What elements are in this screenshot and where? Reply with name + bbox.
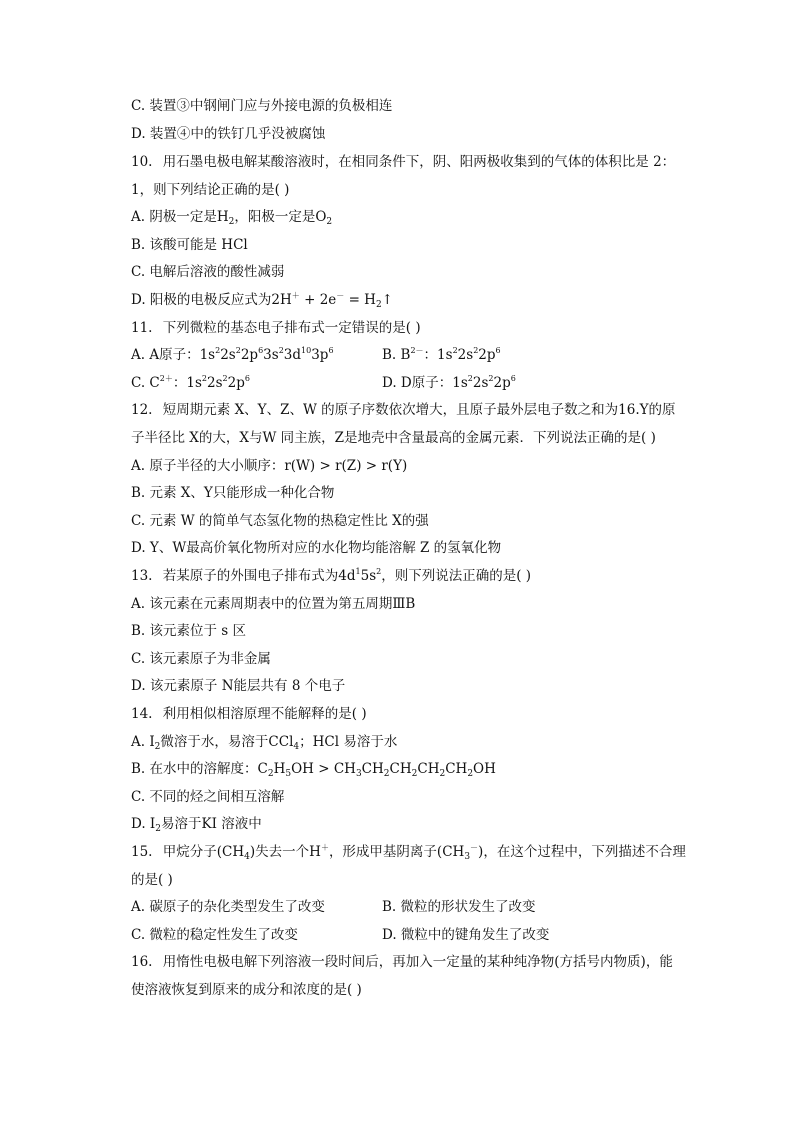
q9-option-d: D. 装置④中的铁钉几乎没被腐蚀 [131,126,326,142]
q12-stem-text: 短周期元素 X、Y、Z、W 的原子序数依次增大，且原子最外层电子数之和为16.Y的原 [162,402,676,418]
q15-option-a: A. 碳原子的杂化类型发生了改变 [131,899,325,915]
q13-option-c: C. 该元素原子为非金属 [131,651,271,667]
q11-stem [131,318,421,338]
q16-number: 16. [131,954,153,970]
q11-option-d: D. D原子：$1s^22s^22p^6$ [382,374,516,391]
q11-number: 11. [131,320,153,336]
q12-stem-line1 [131,400,676,420]
q15-option-d: D. 微粒中的键角发生了改变 [382,927,550,943]
q15-option-b: B. 微粒的形状发生了改变 [382,899,536,915]
q14-option-a: A. $I_2$微溶于水，易溶于CCl$_4$；HCl 易溶于水 [131,734,398,752]
q12-option-a: A. 原子半径的大小顺序：r(W) > r(Z) > r(Y) [131,458,408,474]
q13-option-d: D. 该元素原子 N能层共有 8 个电子 [131,678,346,694]
q13-number: 13. [131,568,153,584]
q12-stem-line2: 子半径比 X的大，X与W 同主族，Z是地壳中含量最高的金属元素．下列说法正确的是( ) [131,430,656,446]
q10-option-d: D. 阳极的电极反应式为$2H^+ + 2e^- = H_2↑$ [131,291,393,310]
q14-option-d: D. $I_2$易溶于KI 溶液中 [131,816,262,834]
q11-option-a: A. A原子：$1s^22s^22p^63s^23d^{10}3p^6$ [131,346,334,363]
q15-number: 15. [131,844,153,860]
q11-option-c: C. $C^{2+}$：$1s^22s^22p^6$ [131,374,250,391]
q14-stem [131,704,367,724]
q16-stem-line2: 使溶液恢复到原来的成分和浓度的是( ) [131,982,362,998]
q10-option-c: C. 电解后溶液的酸性减弱 [131,264,285,280]
q11-options-row1 [131,345,691,365]
q10-number: 10. [131,154,153,170]
q15-options-row2 [131,925,691,945]
q10-stem-text: 用石墨电极电解某酸溶液时，在相同条件下，阴、阳两极收集到的气体的体积比是 2： [162,154,676,170]
q12-option-c: C. 元素 W 的简单气态氢化物的热稳定性比 X的强 [131,513,429,529]
q10-option-a: A. 阴极一定是$H_2$，阳极一定是$O_2$ [131,209,333,227]
q14-option-b: B. 在水中的溶解度：$C_2H_5OH > CH_3CH_2CH_2CH_2CH_2OH$ [131,761,496,779]
q14-stem-text: 利用相似相溶原理不能解释的是( ) [162,706,367,722]
q13-stem: 13. 若某原子的外围电子排布式为$4d^15s^2$，则下列说法正确的是( ) [131,567,532,584]
q11-options-row2 [131,373,691,393]
q10-stem-line1 [131,152,675,172]
q15-option-c: C. 微粒的稳定性发生了改变 [131,927,298,943]
q13-option-b: B. 该元素位于 s 区 [131,623,247,639]
q11-stem-text: 下列微粒的基态电子排布式一定错误的是( ) [162,320,421,336]
q12-number: 12. [131,402,153,418]
q13-option-a: A. 该元素在元素周期表中的位置为第五周期ⅢB [131,596,416,612]
q14-option-c: C. 不同的烃之间相互溶解 [131,789,285,805]
q15-options-row1 [131,897,691,917]
q15-stem-line1: 15. 甲烷分子$(CH_4)$失去一个H＋，形成甲基阴离子$(CH_3^-)$，在这个过程中，下列描述不合理 [131,843,686,862]
q11-option-b: B. $B^{2-}$：$1s^22s^22p^6$ [382,346,501,363]
q10-option-b: B. 该酸可能是 HCl [131,237,248,253]
q14-number: 14. [131,706,153,722]
q12-option-b: B. 元素 X、Y只能形成一种化合物 [131,485,335,501]
q15-stem-line2: 的是( ) [131,872,173,888]
q12-option-d: D. Y、W最高价氧化物所对应的水化物均能溶解 Z 的氢氧化物 [131,540,502,556]
q16-stem-text: 用惰性电极电解下列溶液一段时间后，再加入一定量的某种纯净物(方括号内物质)，能 [162,954,673,970]
q16-stem-line1 [131,952,673,972]
q10-stem-line2: 1，则下列结论正确的是( ) [131,182,290,198]
q9-option-c: C. 装置③中钢闸门应与外接电源的负极相连 [131,98,393,114]
